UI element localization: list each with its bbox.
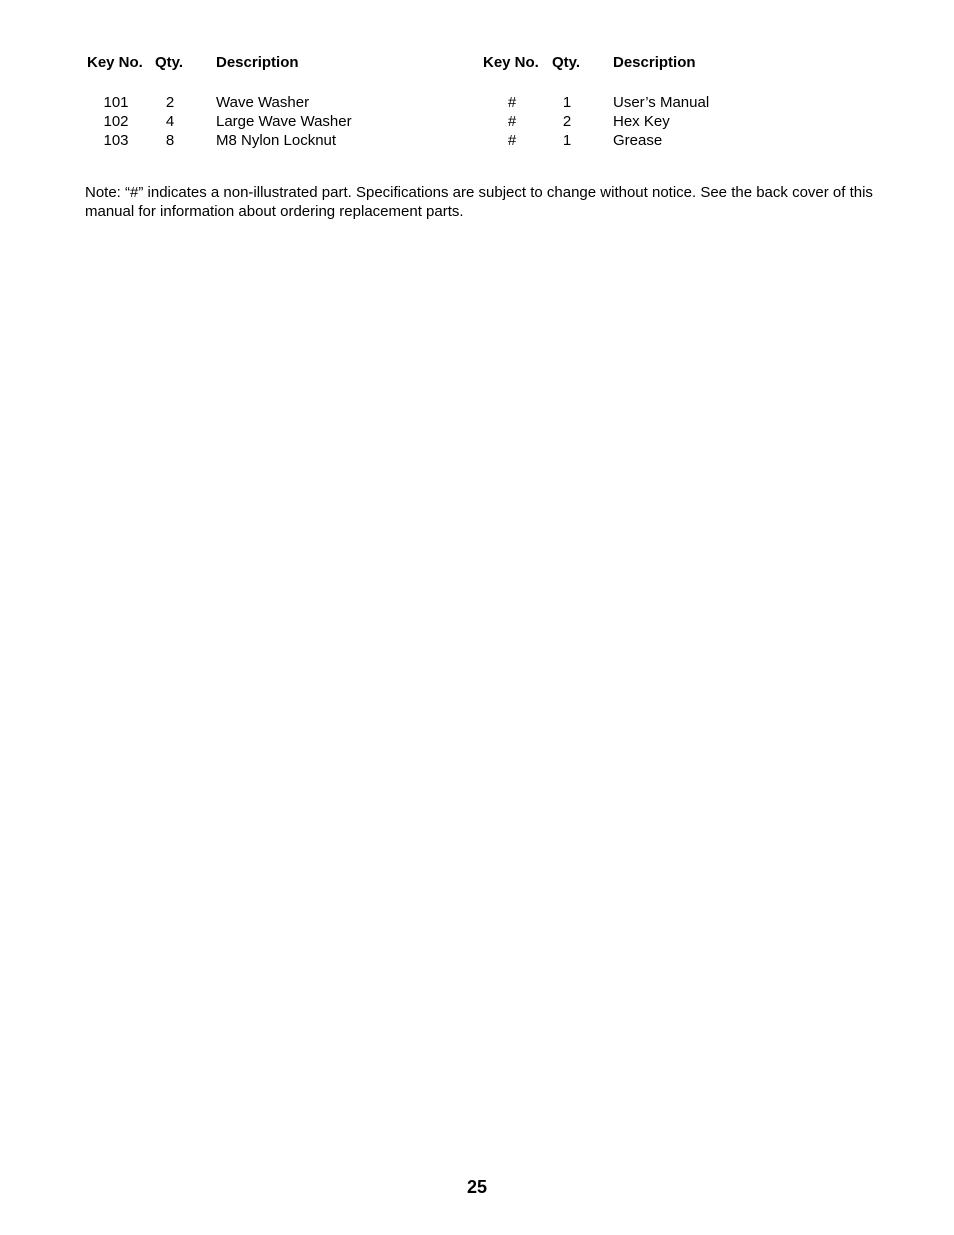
left-row-description: M8 Nylon Locknut <box>216 132 337 149</box>
left-row-qty: 8 <box>165 132 175 149</box>
left-row-key: 102 <box>103 113 129 130</box>
right-row-description: Hex Key <box>613 113 670 130</box>
page-number: 25 <box>466 1177 488 1197</box>
left-row-qty: 4 <box>165 113 175 130</box>
left-row-key: 103 <box>103 132 129 149</box>
header-description-left: Description <box>216 54 299 71</box>
header-key-no-left: Key No. <box>87 54 143 71</box>
header-qty-right: Qty. <box>552 54 581 71</box>
right-row-key: # <box>507 94 517 111</box>
right-row-description: Grease <box>613 132 663 149</box>
right-row-description: User’s Manual <box>613 94 710 111</box>
right-row-key: # <box>507 132 517 149</box>
left-row-description: Wave Washer <box>216 94 310 111</box>
left-row-description: Large Wave Washer <box>216 113 352 130</box>
left-row-key: 101 <box>103 94 129 111</box>
right-row-qty: 1 <box>562 94 572 111</box>
left-row-qty: 2 <box>165 94 175 111</box>
right-row-qty: 2 <box>562 113 572 130</box>
header-key-no-right: Key No. <box>483 54 539 71</box>
right-row-key: # <box>507 113 517 130</box>
parts-note: Note: “#” indicates a non-illustrated part. Specifications are subject to change without notice. See the back cover of this manual for information about ordering replacement parts. <box>85 184 873 220</box>
header-description-right: Description <box>613 54 696 71</box>
right-row-qty: 1 <box>562 132 572 149</box>
header-qty-left: Qty. <box>155 54 184 71</box>
